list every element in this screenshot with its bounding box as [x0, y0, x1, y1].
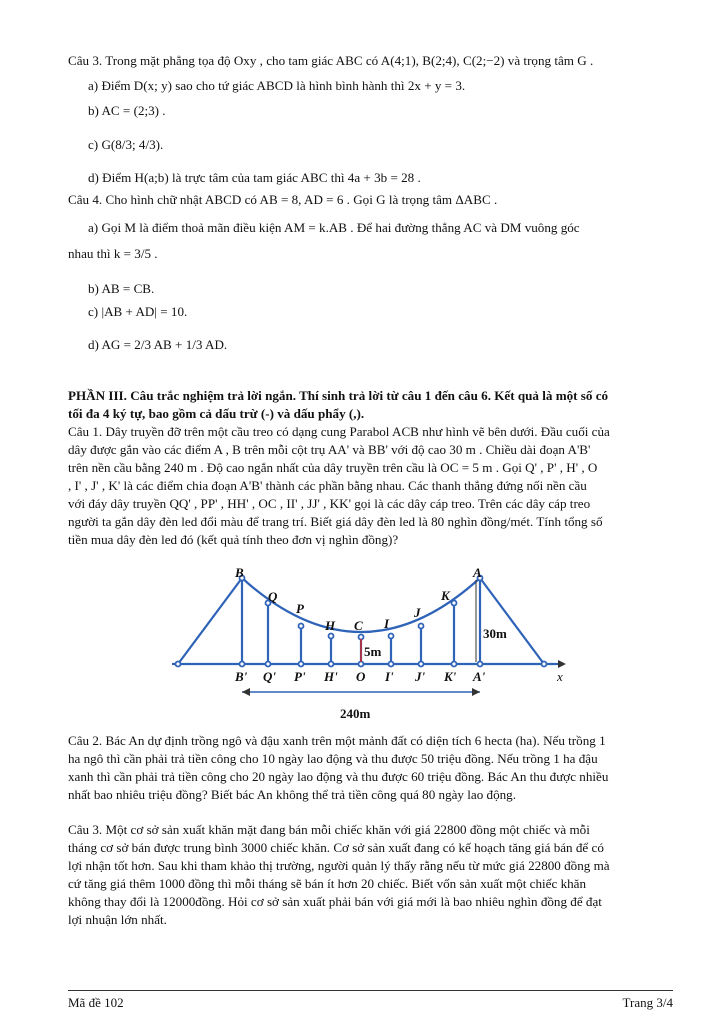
p2-line4: nhất bao nhiêu triệu đồng? Biết bác An không thể trả tiền công quá 80 ngày lao động. — [68, 787, 516, 802]
p1-line1: Câu 1. Dây truyền đỡ trên một cầu treo có dạng cung Parabol ACB như hình vẽ bên dưới. Đầu cuối của — [68, 424, 610, 439]
node-stay-left — [176, 662, 181, 667]
p2-line1: Câu 2. Bác An dự định trồng ngô và đậu xanh trên một mảnh đất có diện tích 6 hecta (ha). Nếu trồng 1 — [68, 733, 606, 748]
q3-option-d: d) Điểm H(a;b) là trực tâm của tam giác ABC thì 4a + 3b = 28 . — [88, 170, 421, 185]
node-a-prime — [478, 662, 483, 667]
page-number: Trang 3/4 — [622, 995, 673, 1010]
label-a: A — [473, 565, 482, 580]
x-axis-arrow — [558, 660, 566, 668]
p1-line3: trên nền cầu bằng 240 m . Độ cao ngắn nhất của dây truyền trên cầu là OC = 5 m . Gọi Q' , P' , H' , O — [68, 460, 598, 475]
p3-line5: không thay đổi là 12000đồng. Hỏi cơ sở sản xuất phải bán với giá mới là bao nhiêu nghìn đồng để đạt — [68, 894, 602, 909]
q3-option-c: c) G(8/3; 4/3). — [88, 137, 164, 152]
p1-line2: dây được gắn vào các điểm A , B trên mỗi cột trụ AA' và BB' với độ cao 30 m . Chiều dài đoạn A'B' — [68, 442, 591, 457]
q3-option-b: b) AC = (2;3) . — [88, 103, 166, 118]
p3-line6: lợi nhuận lớn nhất. — [68, 912, 167, 927]
exam-code: Mã đề 102 — [68, 995, 124, 1010]
p1-line4: , I' , J' , K' là các điểm chia đoạn A'B' thành các phần bằng nhau. Các thanh thẳng đứng nối nền cầu — [68, 478, 587, 493]
node-j-prime — [419, 662, 424, 667]
node-p — [299, 624, 304, 629]
footer-divider — [68, 990, 673, 991]
part3-heading-line2: tối đa 4 ký tự, bao gồm cả dấu trừ (-) và dấu phẩy (,). — [68, 406, 365, 421]
p3-line3: lợi nhận tốt hơn. Sau khi tham khảo thị trường, người quản lý thấy rằng nếu từ mức giá 22800 đồng mà — [68, 858, 610, 873]
p2-line2: ha ngô thì cần phải trả tiền công cho 10 ngày lao động và thu được 50 triệu đồng. Nếu trồng 1 ha đậu — [68, 751, 598, 766]
p1-line5: với đáy dây truyền QQ' , PP' , HH' , OC , II' , JJ' , KK' gọi là các dây cáp treo. Trên các dây cáp treo — [68, 496, 591, 511]
node-h-prime — [329, 662, 334, 667]
node-p-prime — [299, 662, 304, 667]
label-a-prime: A' — [473, 669, 486, 684]
label-q: Q — [268, 589, 278, 604]
p3-line1: Câu 3. Một cơ sở sản xuất khăn mặt đang bán mỗi chiếc khăn với giá 22800 đồng một chiếc và mỗi — [68, 822, 590, 837]
label-k: K — [441, 588, 450, 603]
p1-line6: người ta gắn dây đèn led đổi màu để trang trí. Biết giá dây đèn led là 80 nghìn đồng/mét. Tính tổng số — [68, 514, 603, 529]
label-oc-5m: 5m — [364, 644, 382, 659]
node-k — [452, 601, 457, 606]
q4-option-c: c) |AB + AD| = 10. — [88, 304, 188, 319]
label-height-30m: 30m — [483, 626, 507, 641]
q3-option-a: a) Điểm D(x; y) sao cho tứ giác ABCD là hình bình hành thì 2x + y = 3. — [88, 78, 466, 93]
label-i-prime: I' — [385, 669, 394, 684]
q3-stem: Câu 3. Trong mặt phẳng tọa độ Oxy , cho tam giác ABC có A(4;1), B(2;4), C(2;−2) và trọng tâm G . — [68, 53, 594, 68]
label-b: B — [235, 565, 244, 580]
node-o — [359, 662, 364, 667]
span-arrow-left — [242, 688, 250, 696]
q4-option-d: d) AG = 2/3 AB + 1/3 AD. — [88, 337, 228, 352]
p2-line3: xanh thì cần phải trả tiền công cho 20 ngày lao động và thu được 60 triệu đồng. Bác An thu được nhiều — [68, 769, 609, 784]
label-x-axis: x — [557, 669, 563, 684]
suspension-bridge-figure — [160, 560, 580, 732]
label-span-240m: 240m — [340, 706, 371, 721]
label-q-prime: Q' — [263, 669, 276, 684]
node-i-prime — [389, 662, 394, 667]
q4-stem: Câu 4. Cho hình chữ nhật ABCD có AB = 8, AD = 6 . Gọi G là trọng tâm ΔABC . — [68, 192, 498, 207]
label-h: H — [325, 618, 336, 633]
stay-left — [178, 578, 242, 664]
label-j-prime: J' — [415, 669, 426, 684]
p3-line2: tháng cơ sở bán được trung bình 3000 chiếc khăn. Cơ sở sản xuất đang có kế hoạch tăng giá bán để có — [68, 840, 604, 855]
node-q-prime — [266, 662, 271, 667]
label-k-prime: K' — [444, 669, 457, 684]
label-p: P — [296, 601, 304, 616]
label-j: J — [414, 605, 421, 620]
stay-right — [480, 578, 544, 664]
node-stay-right — [542, 662, 547, 667]
label-c: C — [354, 618, 363, 633]
node-b-prime — [240, 662, 245, 667]
p1-line7: tiền mua dây đèn led đó (kết quả tính theo đơn vị nghìn đồng)? — [68, 532, 399, 547]
node-h — [329, 634, 334, 639]
node-j — [419, 624, 424, 629]
label-i: I — [384, 616, 390, 631]
node-k-prime — [452, 662, 457, 667]
part3-heading-line1: PHẦN III. Câu trắc nghiệm trả lời ngắn. Thí sinh trả lời từ câu 1 đến câu 6. Kết quả là một số có — [68, 388, 609, 403]
label-h-prime: H' — [324, 669, 338, 684]
q4-option-a-line2: nhau thì k = 3/5 . — [68, 246, 158, 261]
node-i — [389, 634, 394, 639]
q4-option-a-line1: a) Gọi M là điểm thoả mãn điều kiện AM = k.AB . Để hai đường thẳng AC và DM vuông góc — [88, 220, 580, 235]
label-o: O — [356, 669, 366, 684]
label-b-prime: B' — [235, 669, 248, 684]
span-arrow-right — [472, 688, 480, 696]
p3-line4: cứ tăng giá thêm 1000 đồng thì mỗi tháng sẽ bán ít hơn 20 chiếc. Biết vốn sản xuất một chiếc khăn — [68, 876, 587, 891]
q4-option-b: b) AB = CB. — [88, 281, 155, 296]
label-p-prime: P' — [294, 669, 306, 684]
node-c — [359, 635, 364, 640]
